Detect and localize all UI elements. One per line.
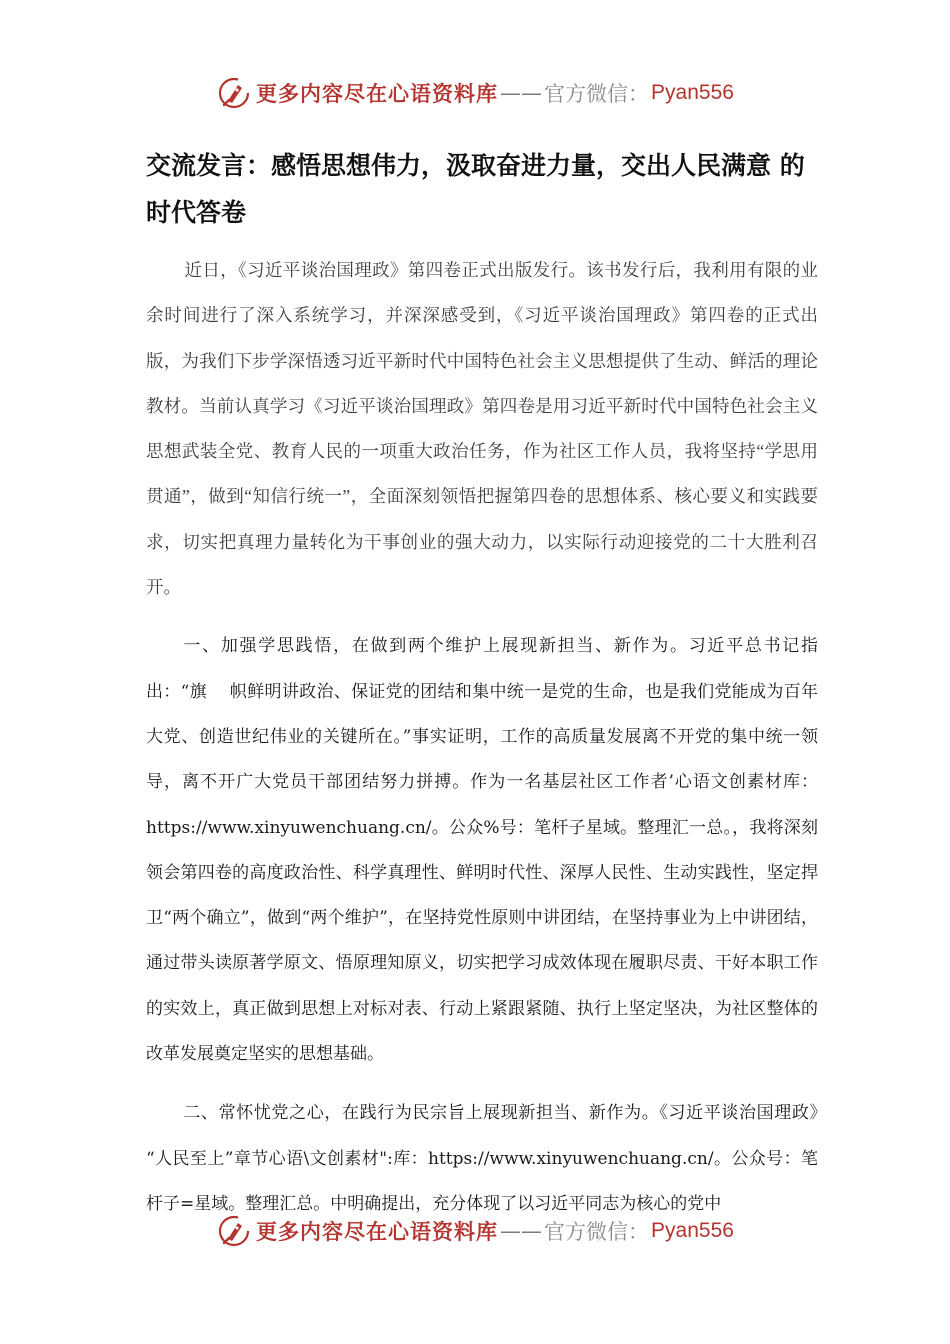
pen-nib-logo-icon (216, 1213, 252, 1249)
footer-banner (0, 1206, 950, 1256)
banner-separator: —— (500, 81, 543, 105)
banner-brand-text: 更多内容尽在心语资料库 (256, 82, 499, 106)
banner-wechat-label: 官方微信： (544, 1220, 650, 1244)
document-body (146, 142, 841, 1241)
paragraph-section-two: 二、常怀忧党之心，在践行为民宗旨上展现新担当、新作为。《习近平谈治国理政》 “人民至上”章节心语\文创素材":库：https://www.xinyuwenchuang.cn/。公众号：笔杆子=星域。整理汇总。中明确提出，充分体现了以习近平同志为核心的党中 (146, 1103, 841, 1214)
paragraph-section-one: 一、加强学思践悟，在做到两个维护上展现新担当、新作为。习近平总书记指出：“旗 帜鲜明讲政治、保证党的团结和集中统一是党的生命，也是我们党能成为百年大党、创造世纪伟业的关键所在。”事实证明，工作的高质量发展离不开党的集中统一领导，离不开广大党员干部团结努力拼搏。作为一名基层社区工作者’心语文创素材库：https://www.xinyuwenchuang.cn/。公众%号：笔杆子星域。整理汇一总。，我将深刻领会第四卷的高度政治性、科学真理性、鲜明时代性、深厚人民性、生动实践性，坚定捍卫“两个确立”，做到“两个维护”，在坚持党性原则中讲团结，在坚持事业为上中讲团结，通过带头读原著学原文、悟原理知原义，切实把学习成效体现在履职尽责、干好本职工作的实效上，真正做到思想上对标对表、行动上紧跟紧随、执行上坚定坚决，为社区整体的改革发展奠定坚实的思想基础。 (146, 636, 818, 1065)
banner-wechat-id: Pyan556 (651, 1219, 734, 1242)
pen-nib-logo-icon (216, 75, 252, 111)
document-title: 交流发言：感悟思想伟力，汲取奋进力量，交出人民满意 的时代答卷 (146, 151, 805, 227)
header-banner (0, 68, 950, 118)
banner-separator: —— (500, 1219, 543, 1243)
banner-wechat-id: Pyan556 (651, 81, 734, 104)
banner-brand-text: 更多内容尽在心语资料库 (256, 1220, 499, 1244)
paragraph-intro: 近日，《习近平谈治国理政》第四卷正式出版发行。该书发行后，我利用有限的业余时间进行了深入系统学习，并深深感受到，《习近平谈治国理政》第四卷的正式出版，为我们下步学深悟透习近平新时代中国特色社会主义思想提供了生动、鲜活的理论教材。当前认真学习《习近平谈治国理政》第四卷是用习近平新时代中国特色社会主义思想武装全党、教育人民的一项重大政治任务，作为社区工作人员，我将坚持“学思用贯通”，做到“知信行统一”，全面深刻领悟把握第四卷的思想体系、核心要义和实践要求，切实把真理力量转化为干事创业的强大动力，以实际行动迎接党的二十大胜利召开。 (146, 260, 818, 598)
banner-wechat-label: 官方微信： (544, 82, 650, 106)
